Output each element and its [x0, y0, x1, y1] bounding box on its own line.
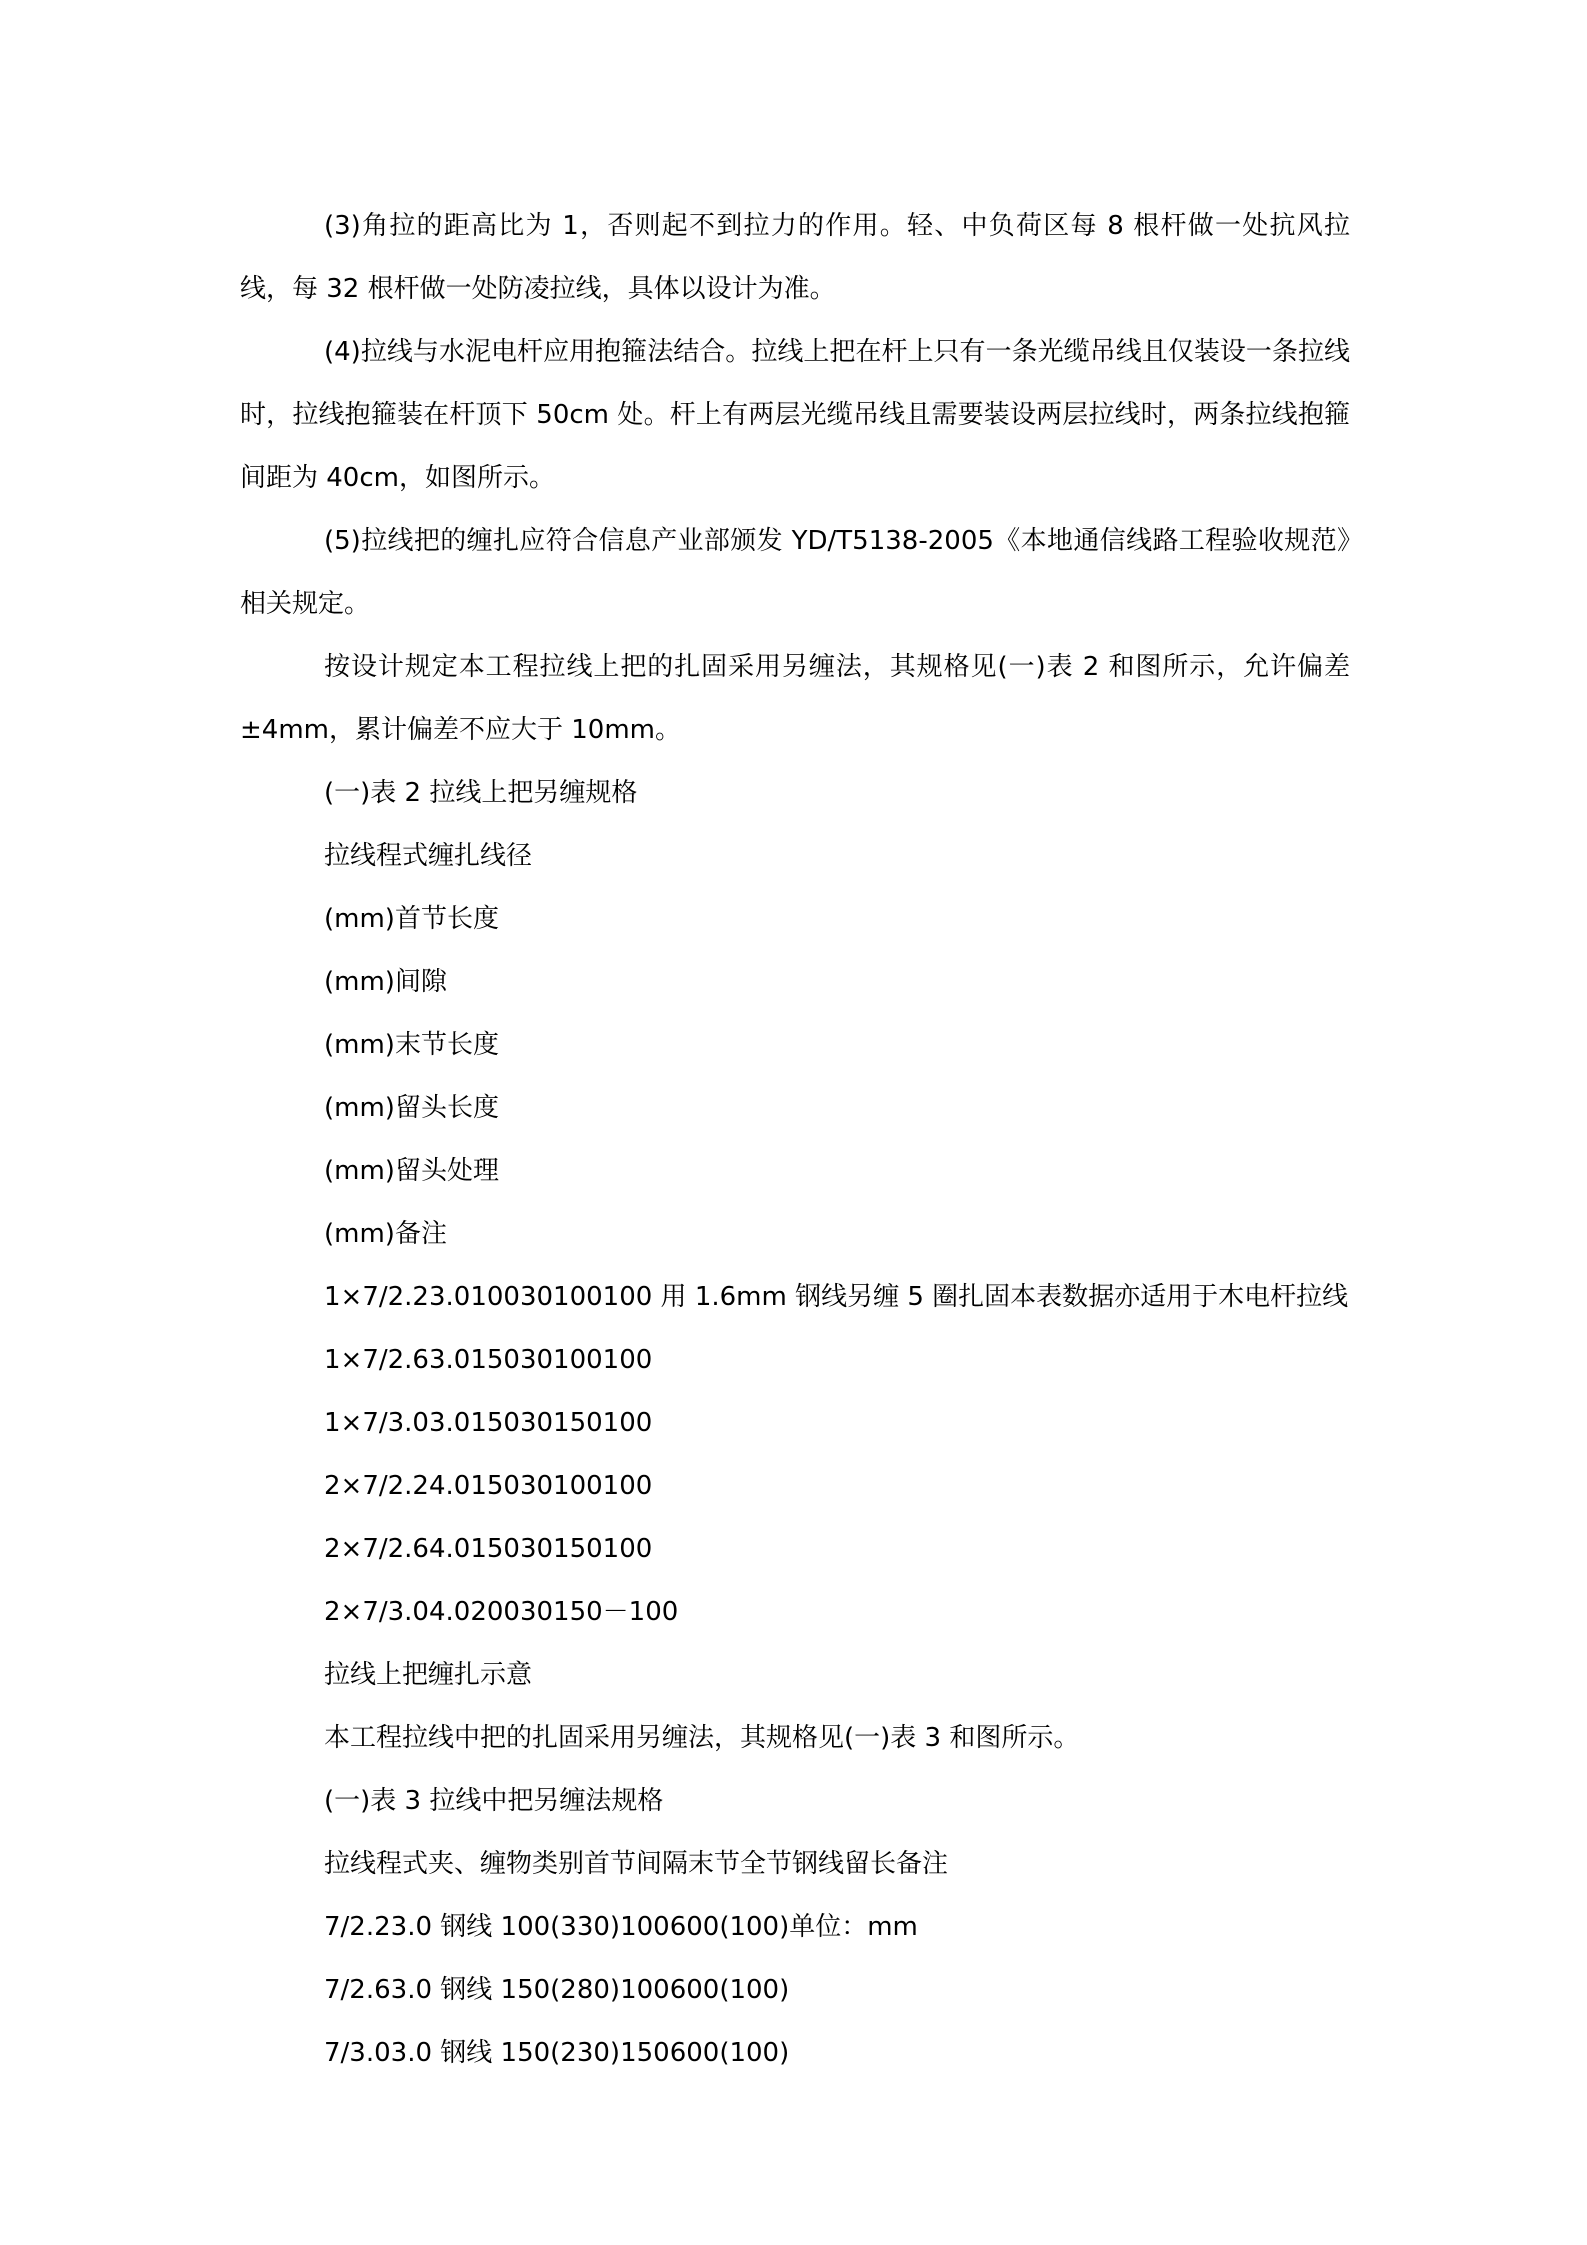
table-3-header: 拉线程式夹、缠物类别首节间隔末节全节钢线留长备注 — [324, 1849, 949, 1879]
table-2-row: 2×7/3.04.020030150－100 — [324, 1597, 679, 1627]
paragraph-angle-guy: (3)角拉的距高比为 1，否则起不到拉力的作用。轻、中负荷区每 8 根杆做一处抗风拉线，每 32 根杆做一处防凌拉线，具体以设计为准。 — [240, 211, 1350, 304]
table-2-caption: (一)表 2 拉线上把另缠规格 — [324, 778, 638, 808]
paragraph-middle-wrap: 本工程拉线中把的扎固采用另缠法，其规格见(一)表 3 和图所示。 — [324, 1723, 1080, 1753]
table-2-row: 1×7/2.63.015030100100 — [324, 1345, 653, 1375]
paragraph-hoop-method: (4)拉线与水泥电杆应用抱箍法结合。拉线上把在杆上只有一条光缆吊线且仅装设一条拉线时，拉线抱箍装在杆顶下 50cm 处。杆上有两层光缆吊线且需要装设两层拉线时，两条拉线抱箍间距为 40cm，如图所示。 — [240, 337, 1350, 493]
table-2-header-line: (mm)备注 — [324, 1219, 447, 1249]
table-2-header-line: (mm)留头处理 — [324, 1156, 499, 1186]
table-2-row: 2×7/2.24.015030100100 — [324, 1471, 653, 1501]
figure-caption: 拉线上把缠扎示意 — [324, 1660, 533, 1690]
table-2-row: 1×7/2.23.010030100100 用 1.6mm 钢线另缠 5 圈扎固本表数据亦适用于木电杆拉线 — [324, 1282, 1349, 1312]
table-3-caption: (一)表 3 拉线中把另缠法规格 — [324, 1786, 664, 1816]
paragraph-upper-wrap-spec: 按设计规定本工程拉线上把的扎固采用另缠法，其规格见(一)表 2 和图所示，允许偏差±4mm，累计偏差不应大于 10mm。 — [240, 652, 1351, 745]
table-2-row: 2×7/2.64.015030150100 — [324, 1534, 653, 1564]
table-3-row: 7/2.63.0 钢线 150(280)100600(100) — [324, 1975, 790, 2005]
table-2-header-line: (mm)留头长度 — [324, 1093, 499, 1123]
table-2-row: 1×7/3.03.015030150100 — [324, 1408, 653, 1438]
table-3-row: 7/3.03.0 钢线 150(230)150600(100) — [324, 2038, 790, 2068]
paragraph-wrapping-standard: (5)拉线把的缠扎应符合信息产业部颁发 YD/T5138-2005《本地通信线路工程验收规范》相关规定。 — [240, 526, 1350, 619]
table-2-header-line: (mm)末节长度 — [324, 1030, 499, 1060]
table-3-row: 7/2.23.0 钢线 100(330)100600(100)单位：mm — [324, 1912, 918, 1942]
table-2-header-line: 拉线程式缠扎线径 — [324, 841, 533, 871]
table-2-header-line: (mm)间隙 — [324, 967, 447, 997]
table-2-header-line: (mm)首节长度 — [324, 904, 499, 934]
document-body — [240, 195, 1350, 2085]
